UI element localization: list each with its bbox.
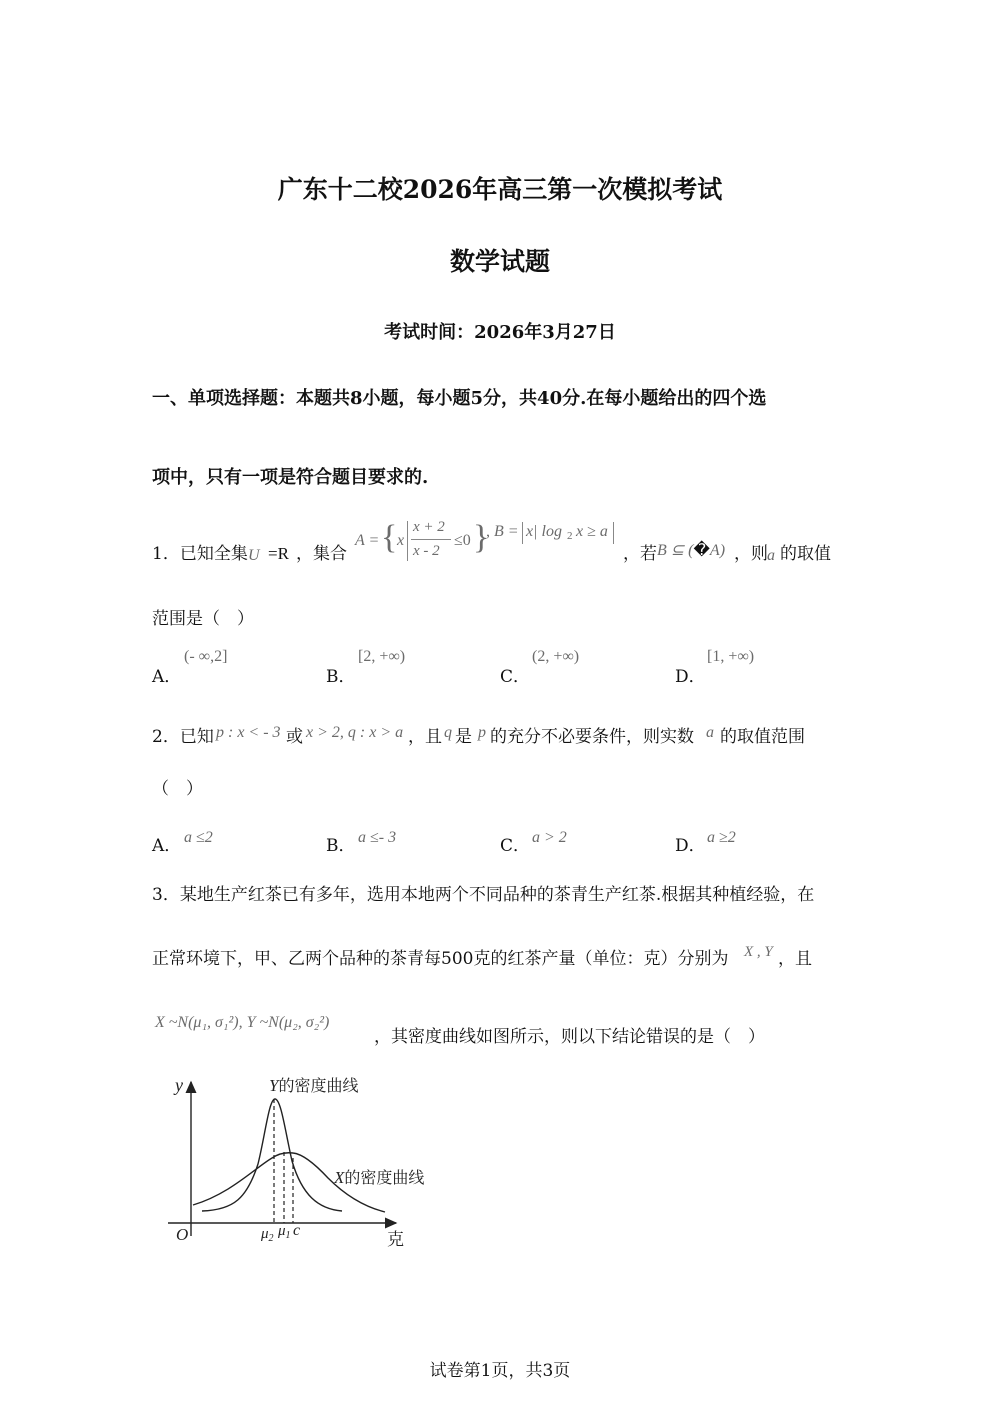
- q2-option-a-value: a ≤2: [184, 829, 213, 846]
- q1-cond-tail: A): [709, 542, 726, 559]
- fig-x-curve-label-var: X: [334, 1168, 345, 1187]
- y-density-curve: [202, 1099, 342, 1211]
- q1-option-d-letter: D．: [675, 667, 706, 687]
- q1-le0: ≤0: [454, 532, 471, 549]
- q1-option-a-value: (- ∞,2]: [184, 648, 228, 665]
- q1-set-b-body: x| log: [526, 523, 562, 540]
- q1-u: U: [248, 547, 260, 564]
- fig-mu1-sym: μ: [278, 1223, 286, 1239]
- q3-stem-line1: 3．某地生产红茶已有多年，选用本地两个不同品种的茶青生产红茶.根据其种植经验，在: [152, 885, 815, 905]
- q1-var-a: a: [767, 547, 775, 564]
- exam-subtitle: 数学试题: [449, 247, 550, 276]
- q2-option-b-letter: B．: [326, 836, 356, 856]
- fig-mu2-sym: μ: [261, 1226, 269, 1242]
- q1-stem-line2: 范围是（ ）: [152, 609, 254, 629]
- fig-mu1-label: [277, 1223, 291, 1241]
- q2-stem-start: 2．已知: [152, 727, 214, 747]
- q1-jihe: ，集合: [296, 544, 347, 564]
- q1-option-b-value: [2, +∞): [358, 648, 406, 665]
- fig-mu2-sub: 2: [268, 1233, 274, 1244]
- q1-set-a-lhs: A =: [355, 532, 380, 549]
- q1-ruo: ，若: [623, 544, 657, 564]
- q1-numerator: x + 2: [413, 519, 445, 535]
- q1-sets-expression: [355, 517, 625, 567]
- q1-stem-start: 1．已知全集: [152, 544, 248, 564]
- q2-condition-text: 的充分不必要条件，则实数: [490, 727, 694, 747]
- q3-xy: X , Y: [744, 944, 773, 960]
- q2-p: p: [478, 724, 486, 741]
- q2-q: q: [444, 724, 452, 741]
- q1-option-c-letter: C．: [500, 667, 531, 687]
- q1-option-b-letter: B．: [326, 667, 356, 687]
- q1-set-b-tail: x ≥ a: [576, 523, 608, 540]
- q1-brace-left: {: [381, 519, 398, 556]
- q3-stem-line3: ，其密度曲线如图所示，则以下结论错误的是（ ）: [374, 1027, 765, 1047]
- q1-ze: ，则: [734, 544, 768, 564]
- exam-title: 广东十二校2026年高三第一次模拟考试: [277, 175, 723, 204]
- fig-y-axis-label: y: [175, 1075, 183, 1095]
- q1-cond-start: B ⊆ (: [657, 542, 694, 559]
- fig-mu2-label: [260, 1226, 274, 1244]
- q1-option-d-value: [1, +∞): [707, 648, 755, 665]
- q2-qie: ，且: [408, 727, 442, 747]
- q1-b-bracket-r: [613, 522, 614, 544]
- q1-eq-r: =R: [268, 544, 289, 563]
- q1-bar: [407, 521, 408, 561]
- q3-qie: ，且: [778, 949, 812, 969]
- q2-fanwei: 的取值范围: [720, 727, 805, 747]
- exam-time: 考试时间：2026年3月27日: [384, 322, 616, 343]
- q2-option-d-letter: D．: [675, 836, 706, 856]
- q2-shi: 是: [455, 727, 472, 747]
- fig-y-curve-label-text: 的密度曲线: [278, 1076, 359, 1095]
- q1-x-var: x: [397, 532, 405, 549]
- q1-b-bracket-l: [522, 522, 523, 544]
- q2-option-c-letter: C．: [500, 836, 531, 856]
- page-footer: 试卷第1页，共3页: [429, 1361, 571, 1381]
- q2-stem-line2: （ ）: [152, 779, 203, 799]
- q1-log-sub: 2: [567, 530, 573, 542]
- q3-stem-line2: 正常环境下，甲、乙两个品种的茶青每500克的红茶产量（单位：克）分别为: [152, 949, 729, 969]
- q2-p-statement: p : x < - 3: [216, 724, 281, 741]
- q1-option-a-letter: A．: [152, 667, 182, 687]
- q2-or: 或: [286, 727, 303, 747]
- q2-option-c-value: a > 2: [532, 829, 567, 846]
- q1-denominator: x - 2: [413, 543, 440, 559]
- q1-option-c-value: (2, +∞): [532, 648, 580, 665]
- fig-x-curve-label: [333, 1168, 424, 1187]
- q1-frac-line: [411, 539, 451, 540]
- fig-c-label: c: [293, 1222, 301, 1239]
- q2-var-a: a: [706, 724, 714, 741]
- q3-density-figure: [150, 1068, 470, 1258]
- q1-set-b-lhs: , B =: [486, 523, 519, 540]
- fig-x-curve-label-text: 的密度曲线: [344, 1168, 425, 1187]
- q1-quzhi: 的取值: [780, 544, 831, 564]
- q2-option-b-value: a ≤- 3: [358, 829, 397, 846]
- fig-y-curve-label: [269, 1076, 358, 1095]
- fig-origin-label: O: [176, 1225, 189, 1244]
- q1-condition: [657, 540, 725, 560]
- fig-x-axis-label: 克: [387, 1230, 404, 1250]
- section-heading-line2: 项中，只有一项是符合题目要求的.: [152, 467, 429, 488]
- q3-distribution: X ~N(μ₁, σ₁²), Y ~N(μ₂, σ₂²): [155, 1014, 330, 1031]
- q2-q-statement: x > 2, q : x > a: [306, 724, 404, 741]
- fig-mu1-sub: 1: [285, 1230, 291, 1241]
- section-heading-line1: 一、单项选择题：本题共8小题，每小题5分，共40分.在每小题给出的四个选: [152, 388, 767, 409]
- fig-y-curve-label-var: Y: [269, 1076, 279, 1095]
- q1-cond-symbol: �: [693, 542, 710, 559]
- q2-option-a-letter: A．: [152, 836, 182, 856]
- q1-brace-right: }: [473, 519, 490, 556]
- q2-option-d-value: a ≥2: [707, 829, 736, 846]
